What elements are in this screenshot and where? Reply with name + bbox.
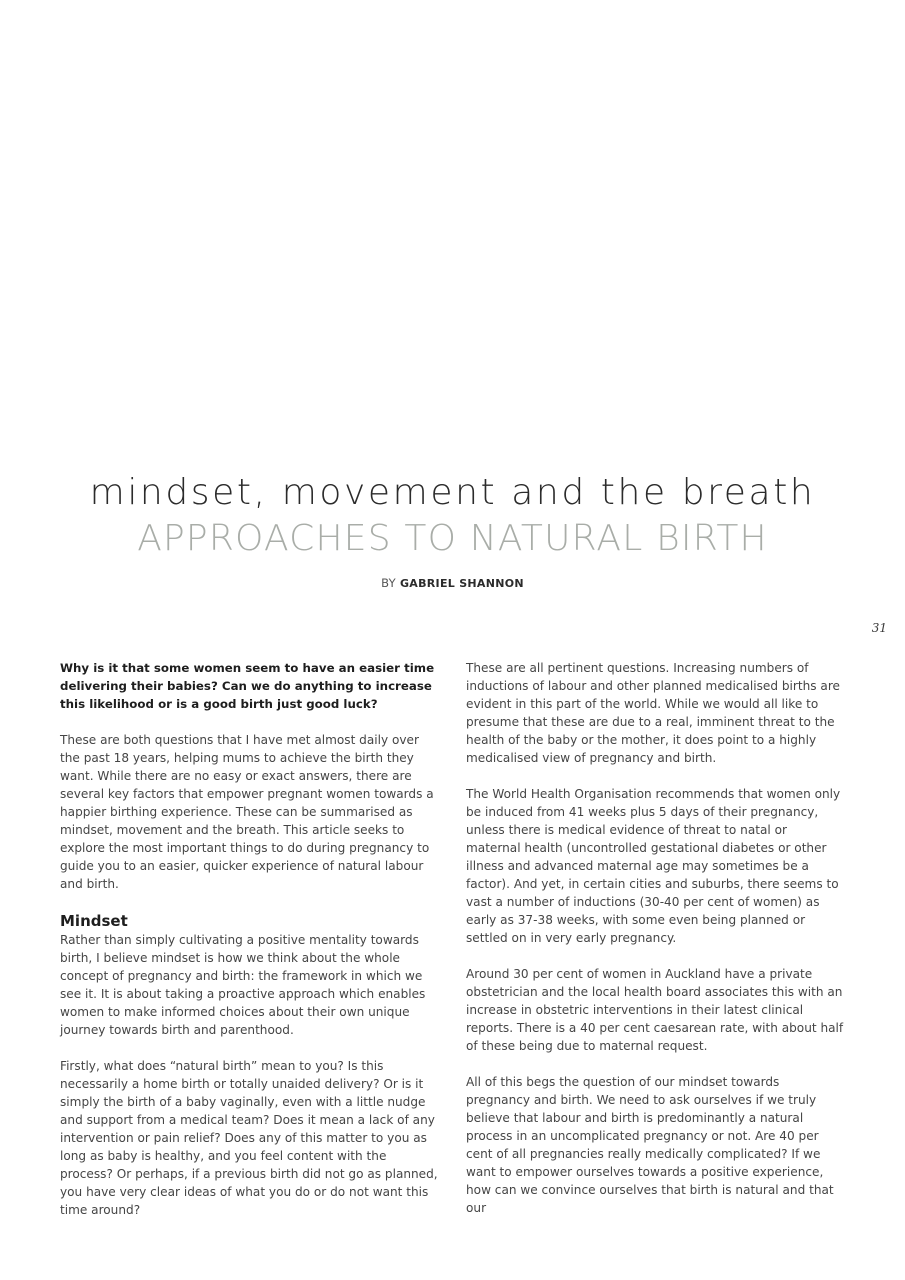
article-subtitle: APPROACHES TO NATURAL BIRTH (137, 518, 768, 559)
body-paragraph: Around 30 per cent of women in Auckland have a private obstetrician and the local health board associates this with an increase in obstetric interventions in their latest clinical reports. There is a 40 per cent caesarean rate, with about half of these being due to maternal request. (466, 967, 844, 1053)
right-column (466, 659, 844, 1235)
byline (0, 576, 905, 590)
left-column (60, 659, 442, 1237)
body-paragraph: Rather than simply cultivating a positive mentality towards birth, I believe mindset is how we think about the whole concept of pregnancy and birth: the framework in which we see it. It is about taking a proactive approach which enables women to make informed choices about their own unique journey towards birth and parenthood. (60, 933, 426, 1037)
author-name: GABRIEL SHANNON (399, 577, 524, 590)
body-paragraph: All of this begs the question of our mindset towards pregnancy and birth. We need to ask ourselves if we truly believe that labour and birth is predominantly a natural process in an uncomplicated pregnancy or not. Are 40 per cent of all pregnancies really medically complicated? If we want to empower ourselves towards a positive experience, how can we convince ourselves that birth is natural and that our (466, 1075, 834, 1215)
body-paragraph: The World Health Organisation recommends that women only be induced from 41 weeks plus 5 days of their pregnancy, unless there is medical evidence of threat to natal or maternal health (uncontrolled gestational diabetes or other illness and advanced maternal age may sometimes be a factor). And yet, in certain cities and suburbs, there seems to vast a number of inductions (30-40 per cent of women) as early as 37-38 weeks, with some even being planned or settled on in very early pregnancy. (466, 787, 841, 945)
article-header (0, 470, 905, 590)
body-paragraph: These are all pertinent questions. Increasing numbers of inductions of labour and other planned medicalised births are evident in this part of the world. While we would all like to presume that these are due to a real, imminent threat to the health of the baby or the mother, it does point to a highly medicalised view of pregnancy and birth. (466, 661, 840, 765)
section-heading-mindset: Mindset (60, 912, 128, 930)
byline-prefix: BY (381, 576, 396, 590)
body-paragraph: Firstly, what does “natural birth” mean to you? Is this necessarily a home birth or totally unaided delivery? Or is it simply the birth of a baby vaginally, even with a little nudge and support from a medical team? Does it mean a lack of any intervention or pain relief? Does any of this matter to you as long as baby is healthy, and you feel content with the process? Or perhaps, if a previous birth did not go as planned, you have very clear ideas of what you do or do not want this time around? (60, 1059, 438, 1217)
article-title: mindset, movement and the breath (89, 472, 816, 513)
lead-paragraph: Why is it that some women seem to have an easier time delivering their babies? Can we do anything to increase this likelihood or is a good birth just good luck? (60, 661, 435, 711)
body-paragraph: These are both questions that I have met almost daily over the past 18 years, helping mums to achieve the birth they want. While there are no easy or exact answers, there are several key factors that empower pregnant women towards a happier birthing experience. These can be summarised as mindset, movement and the breath. This article seeks to explore the most important things to do during pregnancy to guide you to an easier, quicker experience of natural labour and birth. (60, 733, 434, 891)
page-number: 31 (871, 621, 887, 635)
